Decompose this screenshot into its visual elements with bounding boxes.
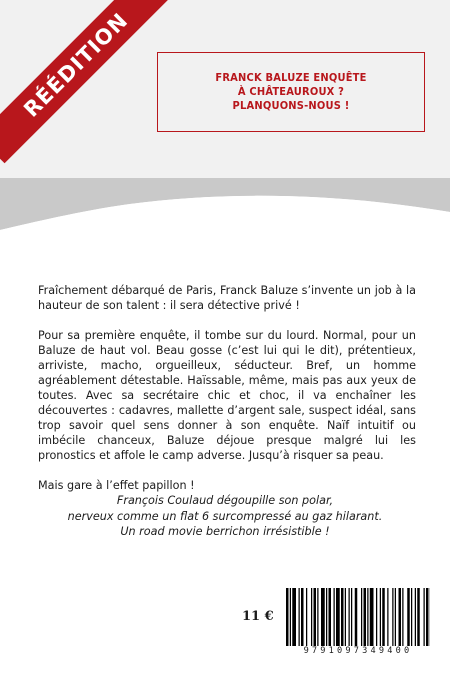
tagline-line: FRANCK BALUZE ENQUÊTE	[215, 71, 367, 84]
barcode-bar	[321, 588, 325, 646]
price-label: 11 €	[242, 609, 274, 624]
barcode-bar	[392, 588, 393, 646]
barcode-bar	[417, 588, 420, 646]
barcode-bar	[351, 588, 352, 646]
barcode-bar	[370, 588, 374, 646]
tagline-line: À CHÂTEAUROUX ?	[237, 85, 345, 98]
barcode-bar	[424, 588, 425, 646]
barcode-bar	[349, 588, 350, 646]
barcode-bar	[290, 588, 291, 646]
barcode-bar	[387, 588, 388, 646]
tagline-box	[157, 52, 425, 132]
barcode-bar	[376, 588, 377, 646]
barcode-bar	[286, 588, 289, 646]
reedition-ribbon: RÉÉDITION	[0, 0, 174, 163]
barcode-bar	[299, 588, 300, 646]
barcode-bar	[367, 588, 368, 646]
barcode-bar	[361, 588, 362, 646]
barcode-bar	[311, 588, 312, 646]
barcode-bar	[402, 588, 403, 646]
barcode-bar	[411, 588, 412, 646]
barcode-bar	[395, 588, 396, 646]
review-quote	[40, 493, 410, 540]
barcode-bar	[334, 588, 335, 646]
quote-line: nerveux comme un flat 6 surcompressé au gaz hilarant.	[67, 509, 383, 523]
barcode-digits: 9791097349400	[303, 646, 413, 656]
barcode-bar	[355, 588, 358, 646]
barcode-bar	[341, 588, 344, 646]
tagline-line: PLANQUONS-NOUS !	[232, 99, 350, 112]
barcode-bar	[336, 588, 340, 646]
barcode-bar	[326, 588, 327, 646]
barcode	[282, 585, 434, 663]
quote-line: Un road movie berrichon irrésistible !	[120, 525, 330, 538]
barcode-bar	[407, 588, 410, 646]
quote-line: François Coulaud dégoupille son polar,	[116, 494, 334, 507]
barcode-bar	[329, 588, 332, 646]
barcode-bar	[382, 588, 385, 646]
blurb-paragraph: Fraîchement débarqué de Paris, Franck Baluze s’invente un job à la hauteur de son talent : il sera détective privé !	[38, 284, 416, 312]
barcode-bar	[364, 588, 367, 646]
barcode-bar	[426, 588, 429, 646]
barcode-bar	[292, 588, 296, 646]
barcode-bar	[380, 588, 381, 646]
barcode-bar	[317, 588, 318, 646]
back-cover-blurb	[38, 283, 416, 493]
barcode-bar	[345, 588, 346, 646]
blurb-paragraph: Pour sa première enquête, il tombe sur du lourd. Normal, pour un Baluze de haut vol. Beau gosse (c’est lui qui le dit), prétentieux, arriviste, macho, orgueilleux, séducteur. Bref, un homme agréablement détestable. Haïssable, même, mais pas aux yeux de toutes. Avec sa secrétaire chic et choc, il va enchaîner les découvertes : cadavres, mallette d’argent sale, suspect idéal, sans trop savoir quel sens donner à son enquête. Naïf intuitif ou imbécile chanceux, Baluze déjoue presque malgré lui les pronostics et affole le camp adverse. Jusqu’à risquer sa peau.	[38, 329, 416, 462]
barcode-bar	[306, 588, 307, 646]
barcode-bar	[301, 588, 304, 646]
barcode-bar	[314, 588, 317, 646]
barcode-bars	[286, 588, 430, 646]
blurb-paragraph: Mais gare à l’effet papillon !	[38, 479, 195, 492]
barcode-bar	[415, 588, 416, 646]
barcode-bar	[399, 588, 402, 646]
